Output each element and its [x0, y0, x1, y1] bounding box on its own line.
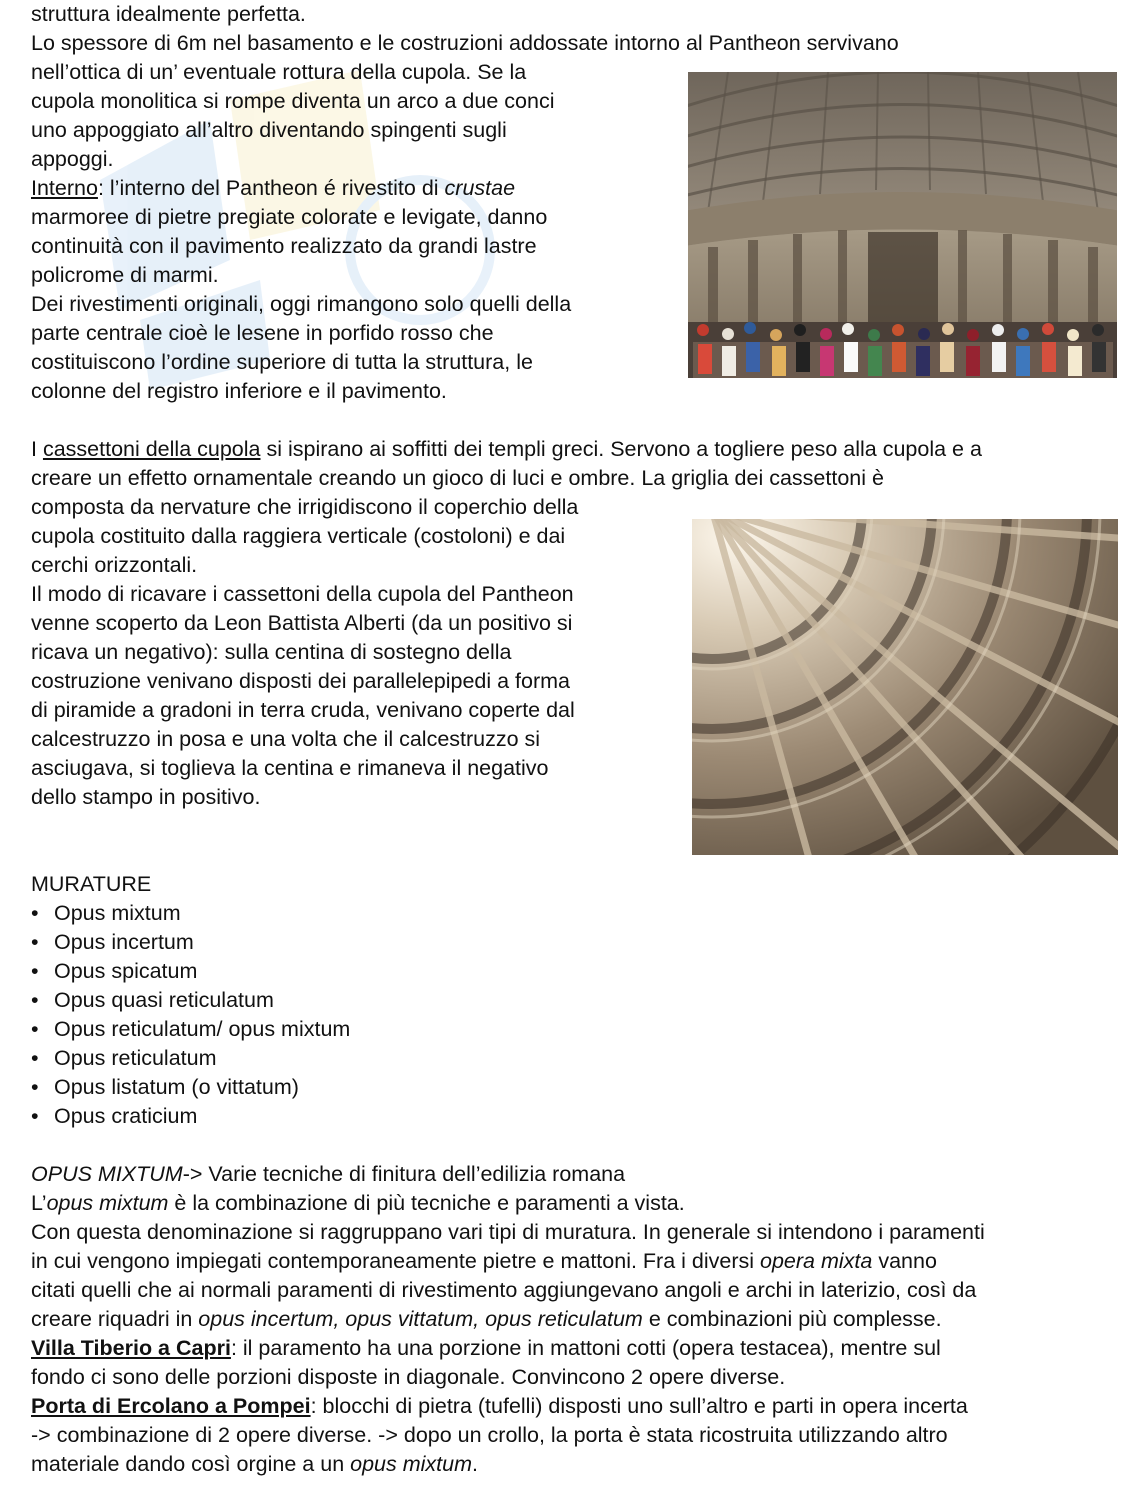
text-line: nell’ottica di un’ eventuale rottura della cupola. Se la — [31, 60, 527, 84]
text-line: cupola costituito dalla raggiera verticale (costoloni) e dai — [31, 524, 566, 548]
list-item: • Opus quasi reticulatum — [31, 988, 274, 1012]
text-line: I cassettoni della cupola si ispirano ai soffitti dei templi greci. Servono a togliere peso alla cupola e a — [31, 437, 982, 461]
text-line: OPUS MIXTUM-> Varie tecniche di finitura dell’edilizia romana — [31, 1162, 626, 1186]
pantheon-dome-coffers-photo — [692, 519, 1118, 855]
text-line: composta da nervature che irrigidiscono il coperchio della — [31, 495, 579, 519]
text-line: ricava un negativo): sulla centina di sostegno della — [31, 640, 512, 664]
interno-label: Interno — [31, 176, 98, 200]
text-line: Dei rivestimenti originali, oggi rimangono solo quelli della — [31, 292, 572, 316]
text-line: fondo ci sono delle porzioni disposte in diagonale. Convincono 2 opere diverse. — [31, 1365, 786, 1389]
text-line: Lo spessore di 6m nel basamento e le costruzioni addossate intorno al Pantheon servivano — [31, 31, 899, 55]
text-line: cupola monolitica si rompe diventa un arco a due conci — [31, 89, 555, 113]
porta-ercolano-label: Porta di Ercolano a Pompei — [31, 1394, 311, 1418]
text-line: in cui vengono impiegati contemporaneamente pietre e mattoni. Fra i diversi opera mixta vanno — [31, 1249, 937, 1273]
text-line: Con questa denominazione si raggruppano vari tipi di muratura. In generale si intendono i paramenti — [31, 1220, 985, 1244]
text-line: cerchi orizzontali. — [31, 553, 198, 577]
text-line: dello stampo in positivo. — [31, 785, 261, 809]
cassettoni-link-text: cassettoni della cupola — [42, 437, 261, 461]
text-line: appoggi. — [31, 147, 114, 171]
text-line: creare un effetto ornamentale creando un gioco di luci e ombre. La griglia dei cassettoni è — [31, 466, 884, 490]
list-item: • Opus spicatum — [31, 959, 198, 983]
text-line: continuità con il pavimento realizzato da grandi lastre — [31, 234, 537, 258]
text-line: venne scoperto da Leon Battista Alberti (da un positivo si — [31, 611, 573, 635]
list-item: • Opus reticulatum/ opus mixtum — [31, 1017, 351, 1041]
list-item: • Opus incertum — [31, 930, 194, 954]
text-line: materiale dando così orgine a un opus mixtum. — [31, 1452, 478, 1476]
list-item: • Opus mixtum — [31, 901, 181, 925]
text-line: struttura idealmente perfetta. — [31, 2, 306, 26]
text-line: policrome di marmi. — [31, 263, 219, 287]
text-line: uno appoggiato all’altro diventando spingenti sugli — [31, 118, 507, 142]
list-item: • Opus craticium — [31, 1104, 198, 1128]
text-line: Porta di Ercolano a Pompei: blocchi di pietra (tufelli) disposti uno sull’altro e parti in opera incerta — [31, 1394, 968, 1418]
list-item: • Opus listatum (o vittatum) — [31, 1075, 299, 1099]
text-line: Il modo di ricavare i cassettoni della cupola del Pantheon — [31, 582, 574, 606]
text-line: asciugava, si toglieva la centina e rimaneva il negativo — [31, 756, 549, 780]
text-line: Interno: l’interno del Pantheon é rivestito di crustae — [31, 176, 516, 200]
text-line: calcestruzzo in posa e una volta che il calcestruzzo si — [31, 727, 541, 751]
list-item: • Opus reticulatum — [31, 1046, 217, 1070]
text-line: -> combinazione di 2 opere diverse. -> dopo un crollo, la porta è stata ricostruita utilizzando altro — [31, 1423, 948, 1447]
text-line: citati quelli che ai normali paramenti di rivestimento aggiungevano angoli e archi in laterizio, così da — [31, 1278, 977, 1302]
text-line: parte centrale cioè le lesene in porfido rosso che — [31, 321, 494, 345]
text-line: L’opus mixtum è la combinazione di più tecniche e paramenti a vista. — [31, 1191, 685, 1215]
murature-list — [31, 899, 1121, 1131]
text-line: costruzione venivano disposti dei parallelepipedi a forma — [31, 669, 571, 693]
text-line: di piramide a gradoni in terra cruda, venivano coperte dal — [31, 698, 575, 722]
text-line: colonne del registro inferiore e il pavimento. — [31, 379, 447, 403]
villa-tiberio-label: Villa Tiberio a Capri — [31, 1336, 231, 1360]
text-line: Villa Tiberio a Capri: il paramento ha una porzione in mattoni cotti (opera testacea), mentre sul — [31, 1336, 941, 1360]
section-heading: MURATURE — [31, 872, 152, 896]
text-line: costituiscono l’ordine superiore di tutta la struttura, le — [31, 350, 533, 374]
text-line: marmoree di pietre pregiate colorate e levigate, danno — [31, 205, 548, 229]
text-line: creare riquadri in opus incertum, opus vittatum, opus reticulatum e combinazioni più complesse. — [31, 1307, 942, 1331]
pantheon-interior-photo — [688, 72, 1117, 378]
